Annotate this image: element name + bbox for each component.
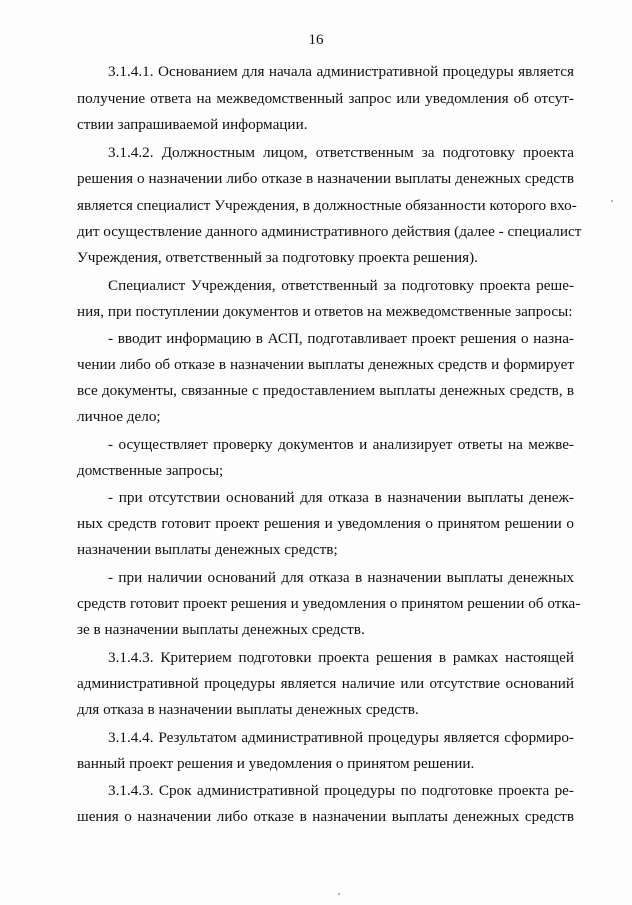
text-line: административной процедуры является наличие или отсутствие оснований xyxy=(77,675,574,692)
text-line: ных средств готовит проект решения и уведомления о принятом решении о xyxy=(77,515,574,532)
text-line: ствии запрашиваемой информации. xyxy=(77,116,308,133)
text-line: домственные запросы; xyxy=(77,462,224,479)
text-line: 3.1.4.3. Срок административной процедуры по подготовке проекта ре- xyxy=(108,782,574,799)
scan-speck xyxy=(338,893,340,895)
page-number: 16 xyxy=(308,32,324,48)
text-line: 3.1.4.2. Должностным лицом, ответственным за подготовку проекта xyxy=(108,144,574,161)
text-line: назначении выплаты денежных средств; xyxy=(77,541,338,558)
text-line: 3.1.4.3. Критерием подготовки проекта решения в рамках настоящей xyxy=(108,649,574,666)
text-line: шения о назначении либо отказе в назначении выплаты денежных средств xyxy=(77,808,574,825)
text-line: является специалист Учреждения, в должностные обязанности которого вхо- xyxy=(77,197,577,214)
text-line: чении либо об отказе в назначении выплаты денежных средств и формирует xyxy=(77,356,574,373)
text-line: Учреждения, ответственный за подготовку проекта решения). xyxy=(77,249,478,266)
text-line: дит осуществление данного административного действия (далее - специалист xyxy=(77,223,582,240)
text-line: решения о назначении либо отказе в назначении выплаты денежных средств xyxy=(77,170,574,187)
text-line: средств готовит проект решения и уведомления о принятом решении об отка- xyxy=(77,595,581,612)
text-line: ванный проект решения и уведомления о принятом решении. xyxy=(77,755,475,772)
text-line: получение ответа на межведомственный запрос или уведомления об отсут- xyxy=(77,90,574,107)
text-line: - при отсутствии оснований для отказа в назначении выплаты денеж- xyxy=(108,489,574,506)
text-line: - при наличии оснований для отказа в назначении выплаты денежных xyxy=(108,569,574,586)
text-line: зе в назначении выплаты денежных средств. xyxy=(77,621,365,638)
text-line: Специалист Учреждения, ответственный за подготовку проекта реше- xyxy=(108,277,574,294)
text-line: 3.1.4.4. Результатом административной процедуры является сформиро- xyxy=(108,729,574,746)
text-line: ния, при поступлении документов и ответов на межведомственные запросы: xyxy=(77,303,573,320)
text-line: - осуществляет проверку документов и анализирует ответы на межве- xyxy=(108,436,574,453)
scan-speck xyxy=(611,200,613,202)
text-line: личное дело; xyxy=(77,408,161,425)
text-line: для отказа в назначении выплаты денежных средств. xyxy=(77,701,419,718)
text-line: 3.1.4.1. Основанием для начала административной процедуры является xyxy=(108,63,574,80)
text-line: - вводит информацию в АСП, подготавливает проект решения о назна- xyxy=(108,330,574,347)
text-line: все документы, связанные с предоставлением выплаты денежных средств, в xyxy=(77,382,574,399)
